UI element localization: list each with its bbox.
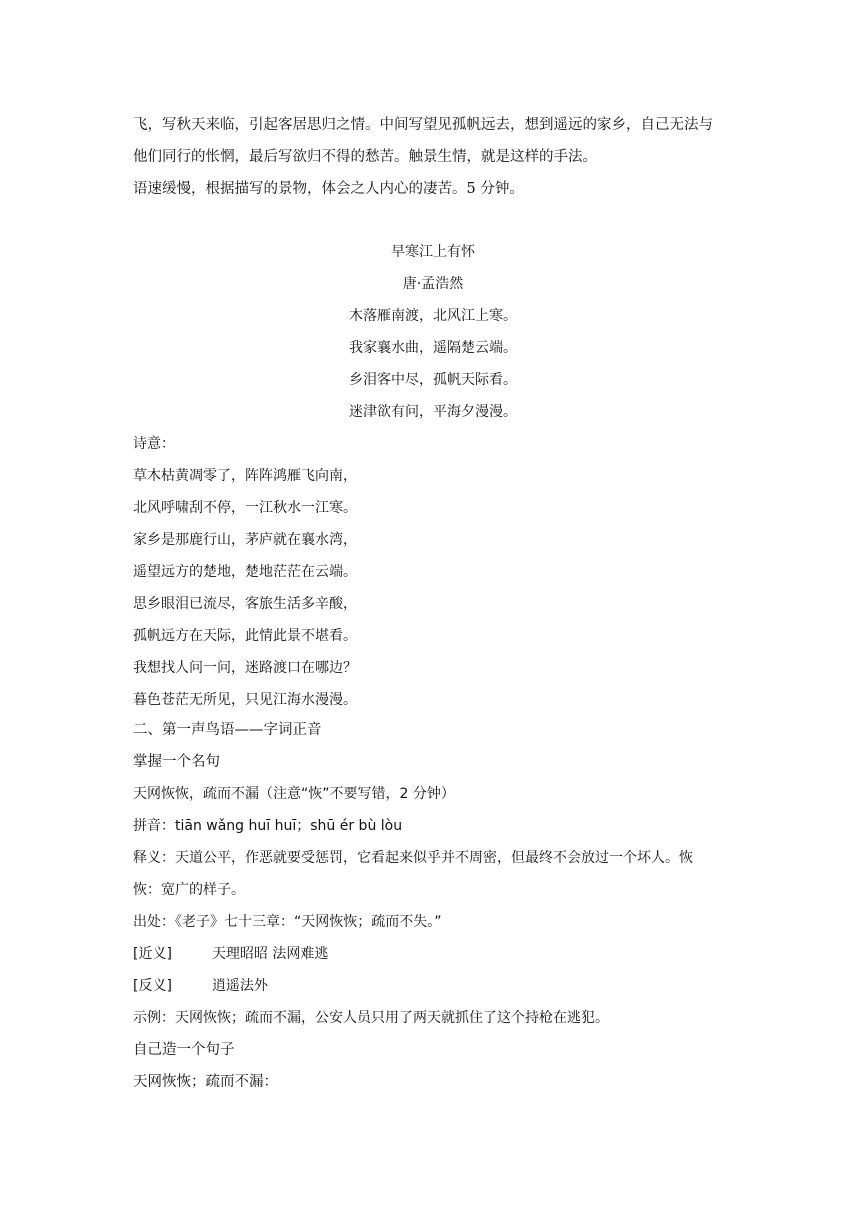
example-line: 示例：天网恢恢；疏而不漏，公安人员只用了两天就抓住了这个持枪在逃犯。 xyxy=(133,1010,609,1026)
section-heading: 二、第一声鸟语——字词正音 xyxy=(133,722,322,738)
meaning-heading: 诗意： xyxy=(133,436,175,452)
intro-line-1: 飞，写秋天来临，引起客居思归之情。中间写望见孤帆远去，想到遥远的家乡，自己无法与 xyxy=(133,117,713,133)
poem-title: 早寒江上有怀 xyxy=(391,244,475,260)
pinyin-line: 拼音：tiān wǎng huī huī；shū ér bù lòu xyxy=(133,818,403,834)
antonym-line xyxy=(133,976,733,996)
poem-line-2: 我家襄水曲，遥隔楚云端。 xyxy=(349,340,517,356)
antonym-label: [反义] xyxy=(133,978,172,994)
idiom-line: 天网恢恢，疏而不漏（注意“恢”不要写错，2 分钟） xyxy=(133,786,455,802)
source-line: 出处：《老子》七十三章：“天网恢恢；疏而不失。” xyxy=(133,914,442,930)
intro-line-3: 语速缓慢，根据描写的景物，体会之人内心的凄苦。5 分钟。 xyxy=(133,181,524,197)
sentence-blank-line: 天网恢恢；疏而不漏： xyxy=(133,1074,278,1090)
meaning-line-6: 孤帆远方在天际，此情此景不堪看。 xyxy=(133,628,357,644)
meaning-line-1: 草木枯黄凋零了，阵阵鸿雁飞向南， xyxy=(133,468,357,484)
synonym-value: 天理昭昭 法网难逃 xyxy=(211,946,329,962)
antonym-value: 逍遥法外 xyxy=(211,978,268,994)
intro-line-2: 他们同行的怅惘，最后写欲归不得的愁苦。触景生情，就是这样的手法。 xyxy=(133,149,597,165)
poem-line-1: 木落雁南渡，北风江上寒。 xyxy=(349,308,517,324)
make-sentence-line: 自己造一个句子 xyxy=(133,1042,235,1058)
meaning-line-4: 遥望远方的楚地，楚地茫茫在云端。 xyxy=(133,564,357,580)
synonym-line xyxy=(133,944,733,964)
explanation-line-2: 恢：宽广的样子。 xyxy=(133,882,245,898)
meaning-line-3: 家乡是那鹿行山，茅庐就在襄水湾， xyxy=(133,532,357,548)
poem-line-3: 乡泪客中尽，孤帆天际看。 xyxy=(349,372,517,388)
poem-line-4: 迷津欲有问，平海夕漫漫。 xyxy=(349,404,517,420)
synonym-label: [近义] xyxy=(133,946,172,962)
meaning-line-5: 思乡眼泪已流尽，客旅生活多辛酸， xyxy=(133,596,357,612)
meaning-line-8: 暮色苍茫无所见，只见江海水漫漫。 xyxy=(133,692,357,708)
poem-author: 唐·孟浩然 xyxy=(402,276,464,292)
explanation-line-1: 释义：天道公平，作恶就要受惩罚，它看起来似乎并不周密，但最终不会放过一个坏人。恢 xyxy=(133,850,693,866)
meaning-line-2: 北风呼啸刮不停，一江秋水一江寒。 xyxy=(133,500,357,516)
meaning-line-7: 我想找人问一问，迷路渡口在哪边？ xyxy=(133,660,357,676)
section-subheading: 掌握一个名句 xyxy=(133,754,220,770)
